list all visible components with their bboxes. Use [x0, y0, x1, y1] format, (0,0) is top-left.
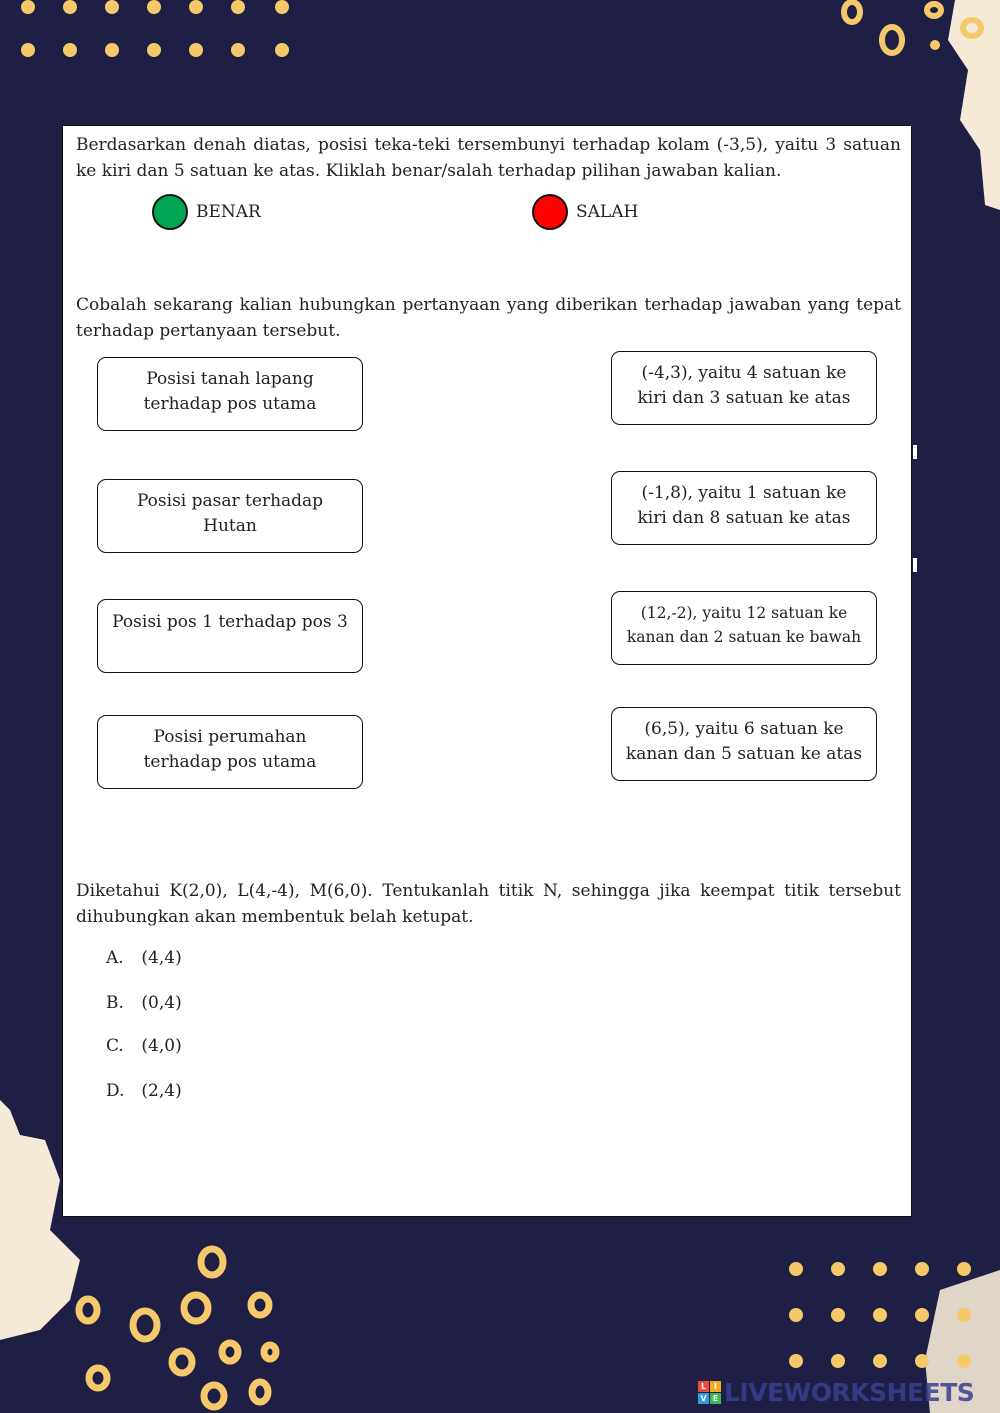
logo-mark-icon: L I V E [698, 1381, 721, 1404]
match-answer-4-line1: (6,5), yaitu 6 satuan ke [644, 719, 844, 739]
option-a-value: (4,4) [141, 948, 182, 968]
match-answer-1-line2: kiri dan 3 satuan ke atas [637, 388, 851, 408]
match-question-3-line1: Posisi pos 1 terhadap pos 3 [112, 612, 348, 632]
logo-text: LIVEWORKSHEETS [724, 1378, 975, 1407]
true-label: BENAR [196, 202, 261, 222]
question-1-text: Berdasarkan denah diatas, posisi teka-teki tersembunyi terhadap kolam (-3,5), yaitu 3 satuan ke kiri dan 5 satuan ke atas. Kliklah benar/salah terhadap pilihan jawaban kalian. [76, 135, 901, 181]
match-question-1[interactable] [97, 357, 363, 431]
option-c[interactable] [106, 1036, 182, 1056]
option-c-value: (4,0) [141, 1036, 182, 1056]
cream-blob-top-right [948, 0, 1000, 210]
true-button[interactable] [152, 194, 188, 230]
match-answer-3-line1: (12,-2), yaitu 12 satuan ke [640, 604, 848, 622]
option-c-letter: C. [106, 1036, 124, 1056]
false-button[interactable] [532, 194, 568, 230]
match-question-2[interactable] [97, 479, 363, 553]
match-question-4[interactable] [97, 715, 363, 789]
match-question-4-line1: Posisi perumahan [153, 727, 307, 747]
false-label: SALAH [576, 202, 639, 222]
match-answer-2-line1: (-1,8), yaitu 1 satuan ke [641, 483, 847, 503]
liveworksheets-logo [698, 1378, 974, 1407]
dot-pattern-top-left [21, 0, 289, 57]
ring-pattern-bottom-left [79, 1249, 276, 1407]
option-d[interactable] [106, 1081, 182, 1101]
question-2-text: Cobalah sekarang kalian hubungkan pertanyaan yang diberikan terhadap jawaban yang tepat terhadap pertanyaan tersebut. [76, 295, 901, 341]
match-question-2-line2: Hutan [203, 516, 257, 536]
match-answer-4-line2: kanan dan 5 satuan ke atas [625, 744, 863, 764]
match-answer-1-line1: (-4,3), yaitu 4 satuan ke [641, 363, 847, 383]
option-b[interactable] [106, 993, 182, 1013]
option-b-letter: B. [106, 993, 124, 1013]
true-option[interactable] [152, 194, 261, 230]
false-option[interactable] [532, 194, 638, 230]
match-question-1-line2: terhadap pos utama [143, 394, 317, 414]
option-a-letter: A. [106, 948, 124, 968]
match-answer-2-line2: kiri dan 8 satuan ke atas [637, 508, 851, 528]
option-d-value: (2,4) [141, 1081, 182, 1101]
match-question-3[interactable] [97, 599, 363, 673]
match-question-1-line1: Posisi tanah lapang [146, 369, 314, 389]
option-a[interactable] [106, 948, 182, 968]
option-b-value: (0,4) [141, 993, 182, 1013]
match-answer-3-line2: kanan dan 2 satuan ke bawah [626, 628, 862, 646]
match-question-2-line1: Posisi pasar terhadap [136, 491, 324, 511]
question-3-text: Diketahui K(2,0), L(4,-4), M(6,0). Tentukanlah titik N, sehingga jika keempat titik tersebut dihubungkan akan membentuk belah ketupat. [76, 881, 901, 927]
match-answer-4[interactable] [611, 707, 877, 781]
match-answer-1[interactable] [611, 351, 877, 425]
match-answer-3[interactable] [611, 591, 877, 665]
worksheet-page [62, 125, 912, 1217]
match-question-4-line2: terhadap pos utama [143, 752, 317, 772]
match-answer-2[interactable] [611, 471, 877, 545]
option-d-letter: D. [106, 1081, 125, 1101]
